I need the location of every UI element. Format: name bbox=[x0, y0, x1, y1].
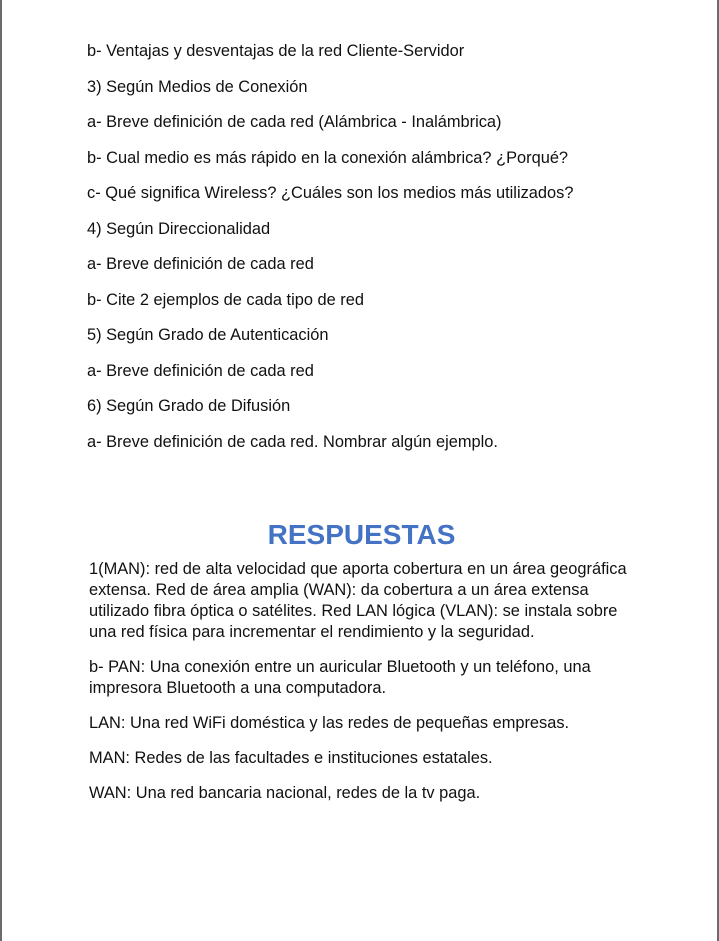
answers-title: RESPUESTAS bbox=[267, 519, 456, 550]
section-heading: 3) Según Medios de Conexión bbox=[87, 77, 308, 96]
answer-paragraph: MAN: Redes de las facultades e instituciones estatales. bbox=[89, 749, 493, 767]
section-heading: 4) Según Direccionalidad bbox=[87, 219, 271, 238]
section-heading: 5) Según Grado de Autenticación bbox=[87, 326, 329, 344]
question-line: b- Cite 2 ejemplos de cada tipo de red bbox=[87, 290, 364, 309]
answers-section bbox=[89, 559, 634, 818]
question-line: a- Breve definición de cada red bbox=[87, 255, 314, 273]
answer-paragraph: WAN: Una red bancaria nacional, redes de la tv paga. bbox=[89, 784, 481, 802]
answer-paragraph: 1(MAN): red de alta velocidad que aporta cobertura en un área geográfica extensa. Red de área amplia (WAN): da cobertura a un área extensa utilizado fibra óptica o satélites. Red LAN lógica (VLAN): se instala sobre una red física para incrementar el rendimiento y la seguridad. bbox=[89, 560, 627, 641]
section-heading: 6) Según Grado de Difusión bbox=[87, 397, 291, 415]
question-line: a- Breve definición de cada red. Nombrar algún ejemplo. bbox=[87, 432, 498, 451]
answer-paragraph: b- PAN: Una conexión entre un auricular Bluetooth y un teléfono, una impresora Bluetooth a una computadora. bbox=[89, 658, 591, 697]
question-line: b- Ventajas y desventajas de la red Cliente-Servidor bbox=[87, 42, 465, 60]
question-line: c- Qué significa Wireless? ¿Cuáles son los medios más utilizados? bbox=[87, 184, 574, 202]
question-list bbox=[87, 41, 647, 467]
question-line: a- Breve definición de cada red (Alámbrica - Inalámbrica) bbox=[87, 113, 502, 131]
question-line: a- Breve definición de cada red bbox=[87, 361, 314, 380]
question-line: b- Cual medio es más rápido en la conexión alámbrica? ¿Porqué? bbox=[87, 148, 569, 167]
answer-paragraph: LAN: Una red WiFi doméstica y las redes de pequeñas empresas. bbox=[89, 714, 570, 732]
